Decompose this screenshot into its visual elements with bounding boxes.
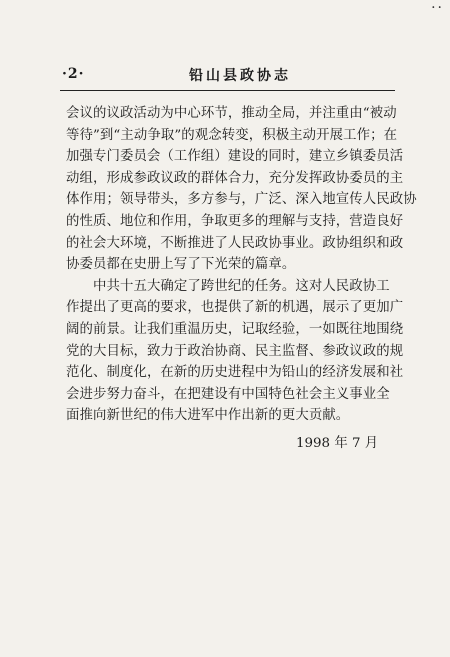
text-line: 会进步努力奋斗，在把建设有中国特色社会主义事业全 [66,386,390,402]
text-line: 等待”到“主动争取”的观念转变，积极主动开展工作；在 [66,127,398,143]
signature-date: 1998 年 7 月 [296,436,379,451]
text-line: 面推向新世纪的伟大进军中作出新的更大贡献。 [66,408,350,424]
text-line: 动组，形成参政议政的群体合力，充分发挥政协委员的主 [66,170,404,186]
text-line: 范化、制度化，在新的历史进程中为铅山的经济发展和社 [66,365,404,381]
text-line: 党的大目标，致力于政治协商、民主监督、参政议政的规 [66,343,404,359]
text-line: 的性质、地位和作用，争取更多的理解与支持，营造良好 [66,213,404,229]
running-title: 铅山县政协志 [189,68,291,84]
text-line: 中共十五大确定了跨世纪的任务。这对人民政协工 [66,278,390,294]
text-line: 协委员都在史册上写了下光荣的篇章。 [66,257,296,273]
text-line: 会议的议政活动为中心环节，推动全局，并注重由“被动 [66,106,397,121]
scan-corner-mark: ·· [431,0,444,16]
text-line: 加强专门委员会（工作组）建设的同时，建立乡镇委员活 [66,149,404,165]
page-header [62,64,394,88]
header-divider [60,90,395,91]
page-number: ·2· [62,66,85,82]
text-line: 阔的前景。让我们重温历史，记取经验，一如既往地围绕 [66,321,404,337]
text-line: 的社会大环境，不断推进了人民政协事业。政协组织和政 [66,235,404,251]
text-line: 作提出了更高的要求，也提供了新的机遇，展示了更加广 [66,300,404,316]
text-line: 体作用；领导带头，多方参与，广泛、深入地宣传人民政协 [66,192,417,208]
body-text [66,103,417,427]
